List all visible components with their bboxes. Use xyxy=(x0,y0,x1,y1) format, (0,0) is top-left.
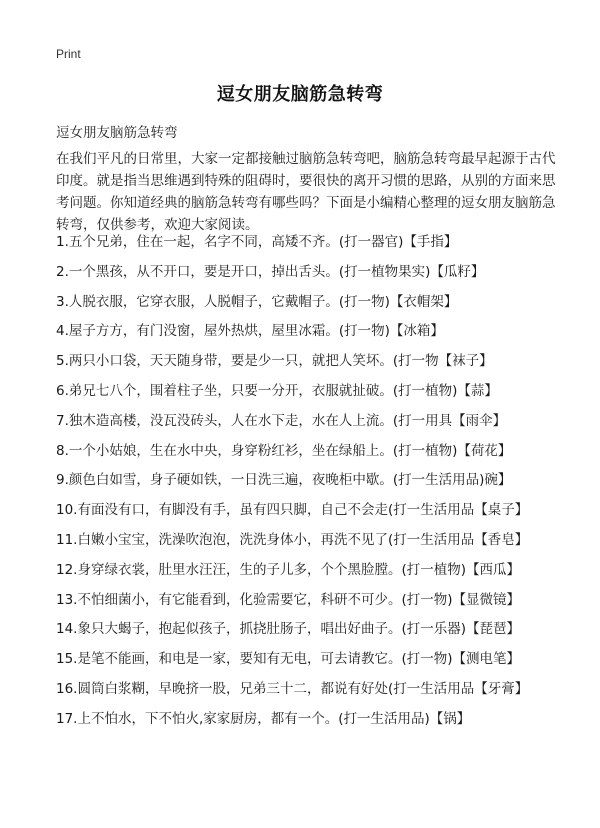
riddle-item: 10.有面没有口，有脚没有手，虽有四只脚，自己不会走(打一生活用品【桌子】 xyxy=(56,502,529,519)
riddle-item: 2.一个黑孩，从不开口，要是开口，掉出舌头。(打一植物果实)【瓜籽】 xyxy=(56,263,485,280)
riddle-item: 11.白嫩小宝宝，洗澡吹泡泡，洗洗身体小，再洗不见了(打一生活用品【香皂】 xyxy=(56,531,529,548)
riddle-item: 3.人脱衣服，它穿衣服，人脱帽子，它戴帽子。(打一物)【衣帽架】 xyxy=(56,293,458,310)
page-title: 逗女朋友脑筋急转弯 xyxy=(216,84,384,105)
riddle-item: 8.一个小姑娘，生在水中央，身穿粉红衫，坐在绿船上。(打一植物)【荷花】 xyxy=(56,442,512,459)
riddle-item: 12.身穿绿衣裳，肚里水汪汪，生的子儿多，个个黑脸膛。(打一植物)【西瓜】 xyxy=(56,561,521,578)
riddle-item: 13.不怕细菌小，有它能看到，化验需要它，科研不可少。(打一物)【显微镜】 xyxy=(56,591,521,608)
article-subtitle: 逗女朋友脑筋急转弯 xyxy=(56,125,178,141)
riddle-item: 17.上不怕水，下不怕火,家家厨房，都有一个。(打一生活用品)【锅】 xyxy=(56,710,471,727)
article-intro: 在我们平凡的日常里，大家一定都接触过脑筋急转弯吧，脑筋急转弯最早起源于古代印度。就是指当思维遇到特殊的阻碍时，要很快的离开习惯的思路，从别的方面来思考问题。你知道经典的脑筋急转弯有哪些吗？下面是小编精心整理的逗女朋友脑筋急转弯，仅供参考，欢迎大家阅读。 xyxy=(56,151,556,233)
riddle-item: 15.是笔不能画，和电是一家，要知有无电，可去请教它。(打一物)【测电笔】 xyxy=(56,651,521,668)
riddle-item: 16.圆筒白浆糊，早晚挤一股，兄弟三十二，都说有好处(打一生活用品【牙膏】 xyxy=(56,680,529,697)
riddle-item: 6.弟兄七八个，围着柱子坐，只要一分开，衣服就扯破。(打一植物)【蒜】 xyxy=(56,382,498,399)
riddle-list xyxy=(56,232,576,739)
riddle-item: 4.屋子方方，有门没窗，屋外热烘，屋里冰霜。(打一物)【冰箱】 xyxy=(56,323,444,340)
riddle-item: 1.五个兄弟，住在一起，名字不同，高矮不齐。(打一器官)【手指】 xyxy=(56,234,458,250)
riddle-item: 7.独木造高楼，没瓦没砖头，人在水下走，水在人上流。(打一用具【雨伞】 xyxy=(56,412,507,429)
print-link[interactable]: Print xyxy=(56,47,81,61)
riddle-item: 14.象只大蝎子，抱起似孩子，抓挠肚肠子，唱出好曲子。(打一乐器)【琵琶】 xyxy=(56,621,521,638)
riddle-item: 5.两只小口袋，天天随身带，要是少一只，就把人笑坏。(打一物【袜子】 xyxy=(56,353,493,370)
riddle-item: 9.颜色白如雪，身子硬如铁，一日洗三遍，夜晚柜中歇。(打一生活用品)碗】 xyxy=(56,472,512,489)
